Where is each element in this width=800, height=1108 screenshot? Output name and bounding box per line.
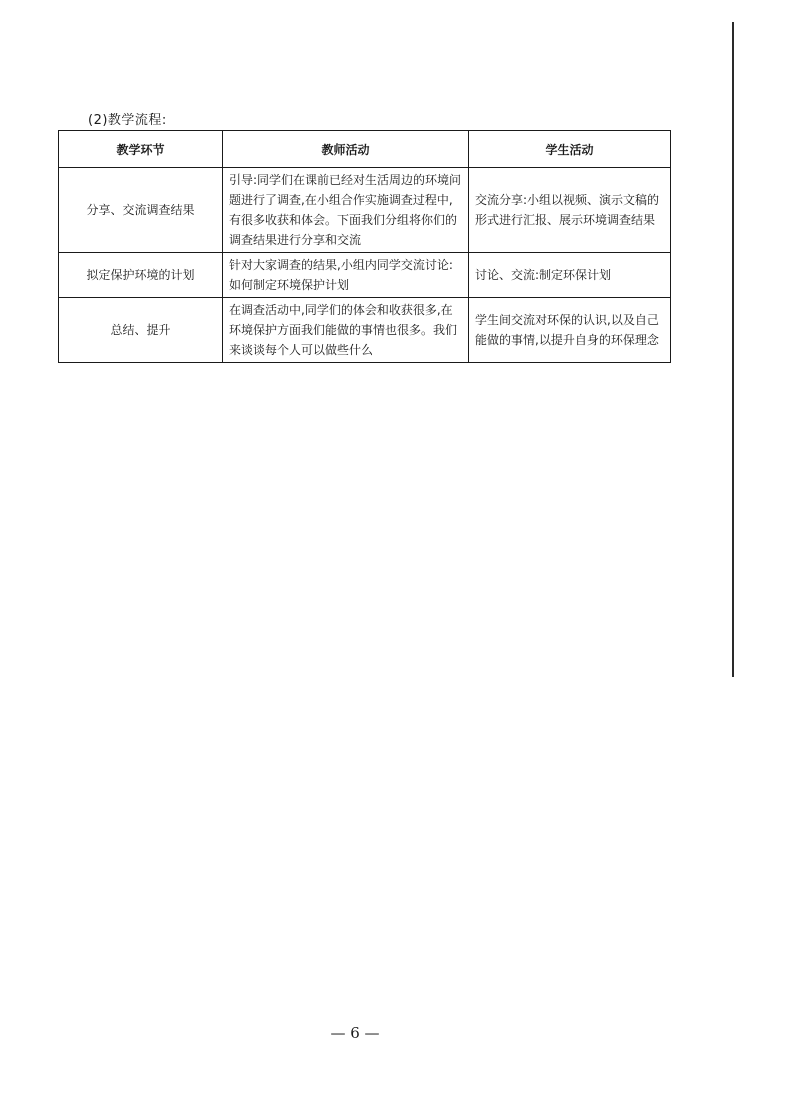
table-header-row bbox=[59, 131, 671, 168]
header-stage: 教学环节 bbox=[59, 131, 223, 168]
section-heading: (2)教学流程: bbox=[88, 113, 167, 128]
teacher-activity-cell: 引导:同学们在课前已经对生活周边的环境问题进行了调查,在小组合作实施调查过程中,有很多收获和体会。下面我们分组将你们的调查结果进行分享和交流 bbox=[223, 168, 469, 253]
teacher-activity-cell: 针对大家调查的结果,小组内同学交流讨论:如何制定环境保护计划 bbox=[223, 253, 469, 298]
header-student-activity: 学生活动 bbox=[469, 131, 671, 168]
teacher-activity-cell: 在调查活动中,同学们的体会和收获很多,在环境保护方面我们能做的事情也很多。我们来谈谈每个人可以做些什么 bbox=[223, 298, 469, 363]
teaching-flow-table bbox=[58, 130, 671, 363]
stage-cell: 分享、交流调查结果 bbox=[59, 168, 223, 253]
stage-cell: 总结、提升 bbox=[59, 298, 223, 363]
margin-rule bbox=[732, 22, 734, 677]
student-activity-cell: 讨论、交流:制定环保计划 bbox=[469, 253, 671, 298]
student-activity-cell: 交流分享:小组以视频、演示文稿的形式进行汇报、展示环境调查结果 bbox=[469, 168, 671, 253]
table-row bbox=[59, 168, 671, 253]
table-row bbox=[59, 253, 671, 298]
stage-cell: 拟定保护环境的计划 bbox=[59, 253, 223, 298]
table-row bbox=[59, 298, 671, 363]
student-activity-cell: 学生间交流对环保的认识,以及自己能做的事情,以提升自身的环保理念 bbox=[469, 298, 671, 363]
page-number: — 6 — bbox=[330, 1024, 380, 1042]
header-teacher-activity: 教师活动 bbox=[223, 131, 469, 168]
